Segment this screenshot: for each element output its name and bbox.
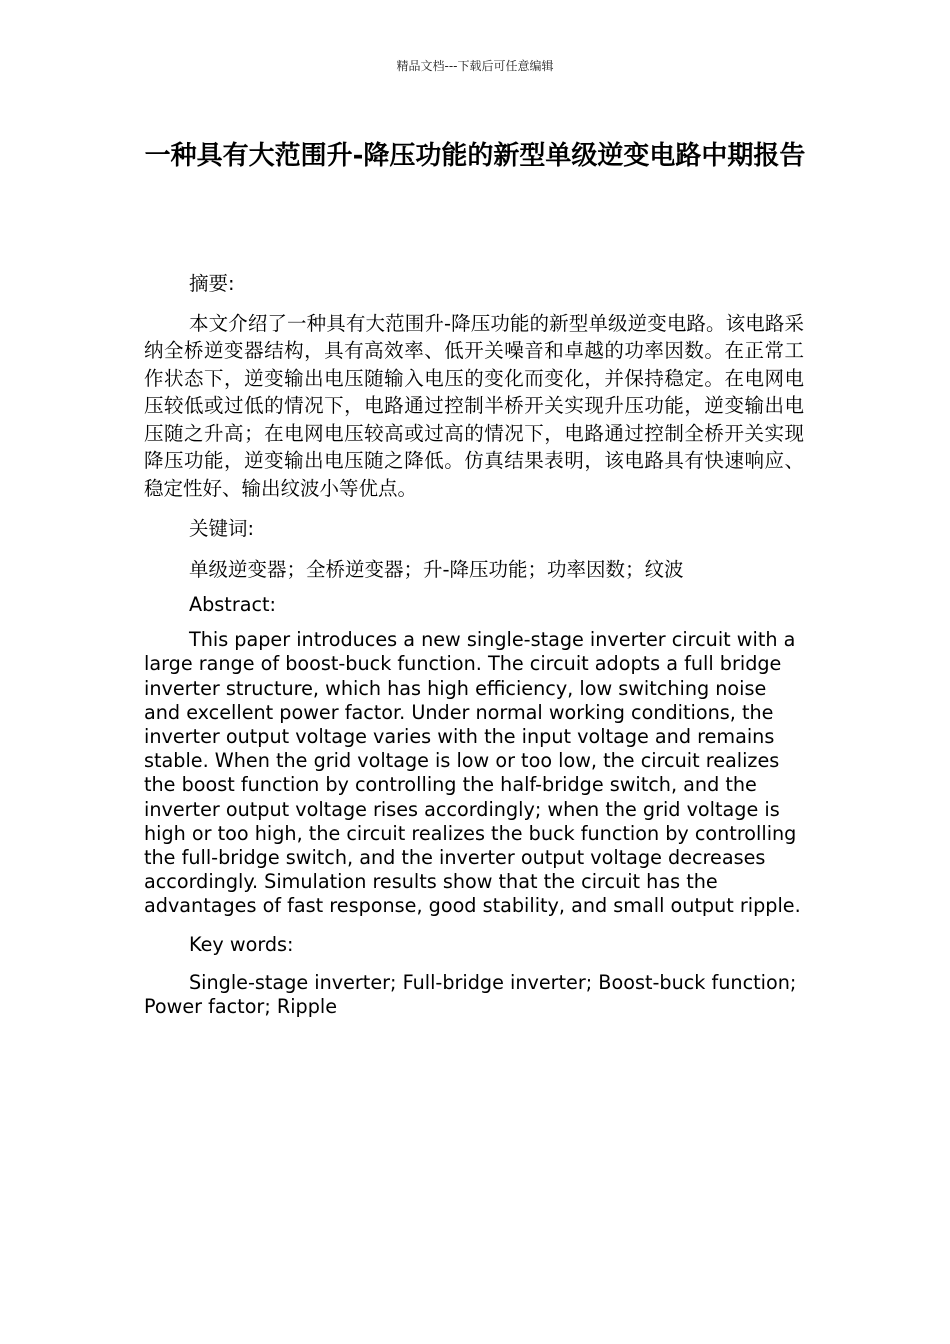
header-note: 精品文档---下载后可任意编辑: [396, 59, 554, 73]
keywords-en-label: Key words:: [189, 932, 294, 956]
abstract-cn-text: 本文介绍了一种具有大范围升-降压功能的新型单级逆变电路。该电路采纳全桥逆变器结构，具有高效率、低开关噪音和卓越的功率因数。在正常工作状态下，逆变输出电压随输入电压的变化而变化，并保持稳定。在电网电压较低或过低的情况下，电路通过控制半桥开关实现升压功能，逆变输出电压随之升高；在电网电压较高或过高的情况下，电路通过控制全桥开关实现降压功能，逆变输出电压随之降低。仿真结果表明，该电路具有快速响应、稳定性好、输出纹波小等优点。: [144, 311, 804, 500]
document-body: [144, 270, 804, 1019]
keywords-cn-label: 关键词:: [189, 517, 255, 540]
document-title: 一种具有大范围升-降压功能的新型单级逆变电路中期报告: [144, 141, 806, 171]
keywords-en-text: Single-stage inverter; Full-bridge inverter; Boost-buck function; Power factor; Ripple: [144, 970, 797, 1019]
abstract-cn-label: 摘要:: [189, 272, 235, 295]
keywords-cn-text: 单级逆变器；全桥逆变器；升-降压功能；功率因数；纹波: [189, 557, 684, 581]
abstract-en-text: This paper introduces a new single-stage inverter circuit with a large range of boost-buck function. The circuit adopts a full bridge inverter structure, which has high efficiency, low switching noise and excellent power factor. Under normal working conditions, the inverter output voltage varies with the input voltage and remains stable. When the grid voltage is low or too low, the circuit realizes the boost function by controlling the half-bridge switch, and the inverter output voltage rises accordingly; when the grid voltage is high or too high, the circuit realizes the buck function by controlling the full-bridge switch, and the inverter output voltage decreases accordingly. Simulation results show that the circuit has the advantages of fast response, good stability, and small output ripple.: [144, 628, 801, 918]
abstract-en-label: Abstract:: [189, 593, 277, 616]
